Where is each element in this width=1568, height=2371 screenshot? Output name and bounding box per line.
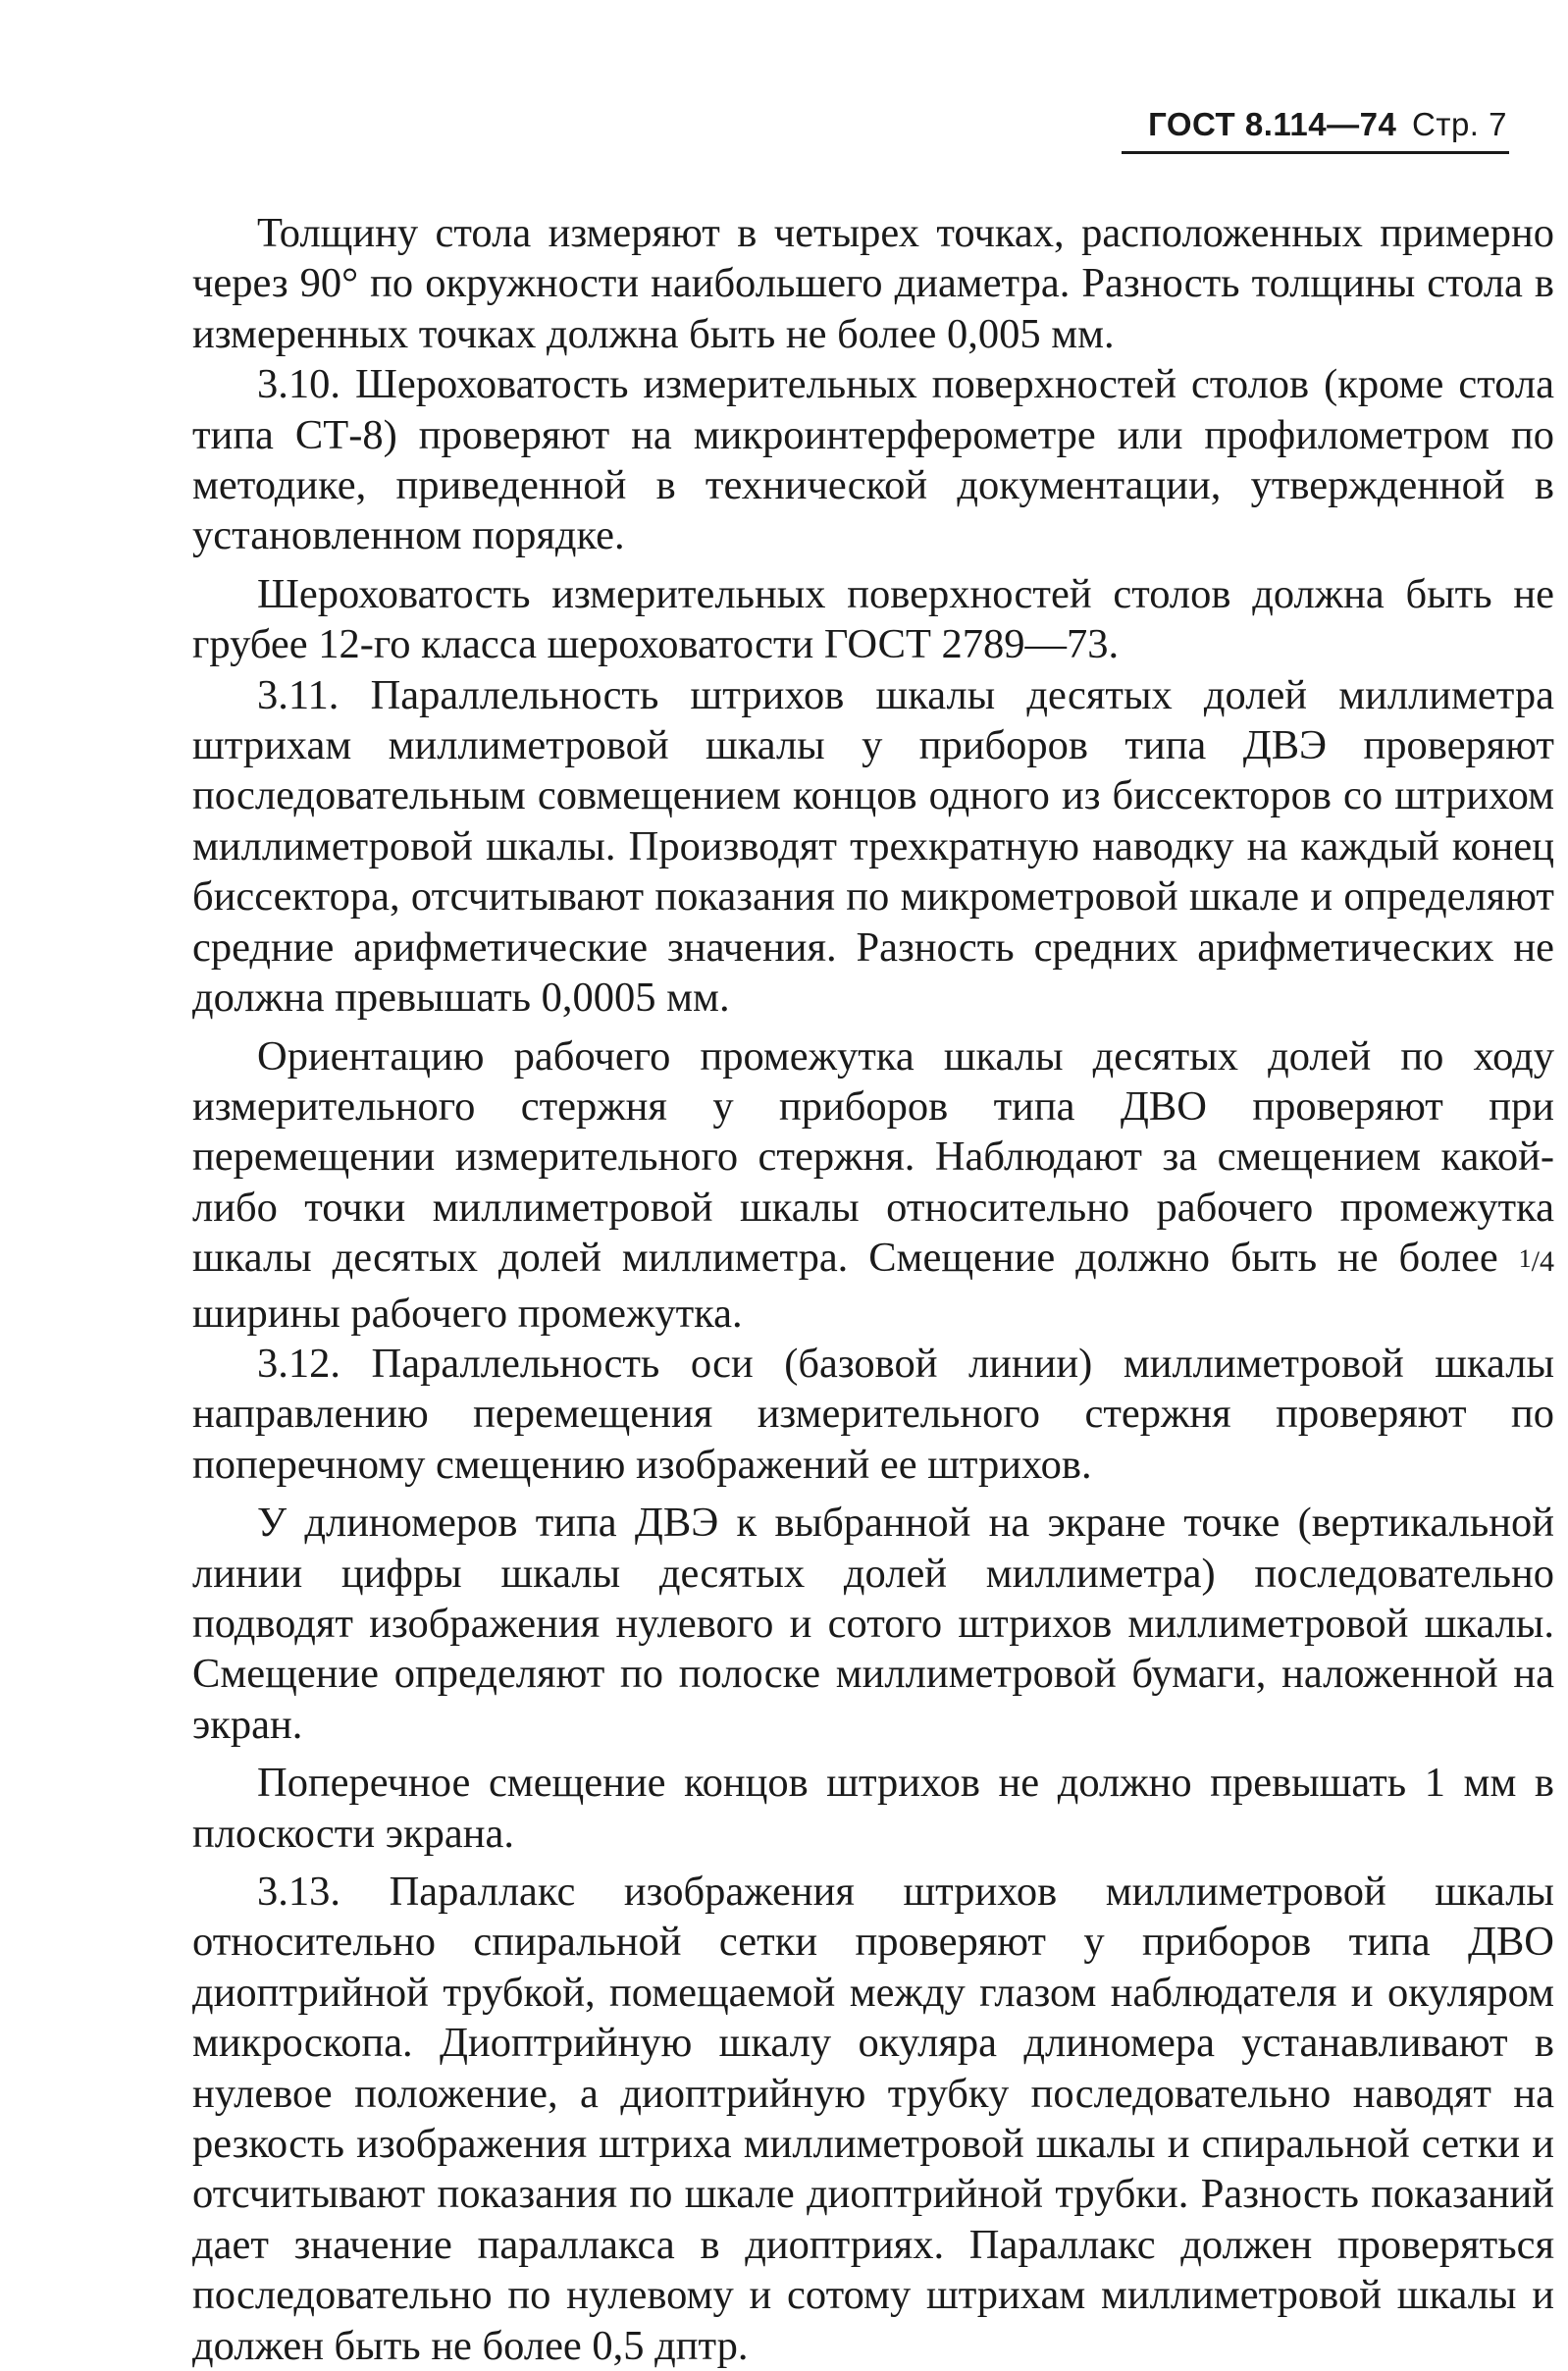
- fraction-numerator: 1: [1518, 1244, 1532, 1274]
- paragraph-3-10: 3.10. Шероховатость измерительных поверхностей столов (кроме стола типа СТ-8) проверяют на микроинтерферометре или профилометром по методике, приведенной в технической документации, утвержденной в установленном порядке.: [192, 361, 1554, 559]
- paragraph-table-thickness: Толщину стола измеряют в четырех точках, расположенных примерно через 90° по окружности наибольшего диаметра. Разность толщины стола в измеренных точках должна быть не более 0,005 мм.: [192, 210, 1554, 357]
- paragraph-3-11: 3.11. Параллельность штрихов шкалы десятых долей миллиметра штрихам миллиметровой шкалы у приборов типа ДВЭ проверяют последовательным совмещением концов одного из биссекторов со штрихом миллиметровой шкалы. Производят трехкратную наводку на каждый конец биссектора, отсчитывают показания по микрометровой шкале и определяют средние арифметические значения. Разность средних арифметических не должна превышать 0,0005 мм.: [192, 671, 1554, 1022]
- running-header: [1148, 106, 1507, 143]
- body-text: [192, 208, 1554, 2371]
- fraction-denominator: 4: [1540, 1245, 1554, 1279]
- paragraph-orientation-text: Ориентацию рабочего промежутка шкалы десятых долей по ходу измерительного стержня у приборов типа ДВО проверяют при перемещении измерительного стержня. Наблюдают за смещением какой-либо точки миллиметровой шкалы относительно рабочего промежутка шкалы десятых долей миллиметра. Смещение должно быть не более: [192, 1032, 1554, 1282]
- quarter-fraction: $^1$/4: [1518, 1244, 1554, 1279]
- paragraph-orientation: [192, 1031, 1554, 1339]
- paragraph-dve-method: У длиномеров типа ДВЭ к выбранной на экране точке (вертикальной линии цифры шкалы десятых долей миллиметра) последовательно подводят изображения нулевого и сотого штрихов миллиметровой шкалы. Смещение определяют по полоске миллиметровой бумаги, наложенной на экран.: [192, 1500, 1554, 1748]
- page-number: Стр. 7: [1412, 106, 1507, 142]
- paragraph-3-13: 3.13. Параллакс изображения штрихов миллиметровой шкалы относительно спиральной сетки проверяют у приборов типа ДВО диоптрийной трубкой, помещаемой между глазом наблюдателя и окуляром микроскопа. Диоптрийную шкалу окуляра длиномера устанавливают в нулевое положение, а диоптрийную трубку последовательно наводят на резкость изображения штриха миллиметровой шкалы и спиральной сетки и отсчитывают показания по шкале диоптрийной трубки. Разность показаний дает значение параллакса в диоптриях. Параллакс должен проверяться последовательно по нулевому и сотому штрихам миллиметровой шкалы и должен быть не более 0,5 дптр.: [192, 1869, 1554, 2369]
- paragraph-roughness: Шероховатость измерительных поверхностей столов должна быть не грубее 12-го класса шероховатости ГОСТ 2789—73.: [192, 570, 1554, 668]
- standard-number: ГОСТ 8.114—74: [1148, 106, 1397, 142]
- paragraph-transverse-offset: Поперечное смещение концов штрихов не должно превышать 1 мм в плоскости экрана.: [192, 1760, 1554, 1857]
- paragraph-orientation-tail: ширины рабочего промежутка.: [192, 1290, 743, 1337]
- paragraph-3-12: 3.12. Параллельность оси (базовой линии) миллиметровой шкалы направлению перемещения измерительного стержня проверяют по поперечному смещению изображений ее штрихов.: [192, 1340, 1554, 1488]
- header-rule: [1122, 151, 1509, 154]
